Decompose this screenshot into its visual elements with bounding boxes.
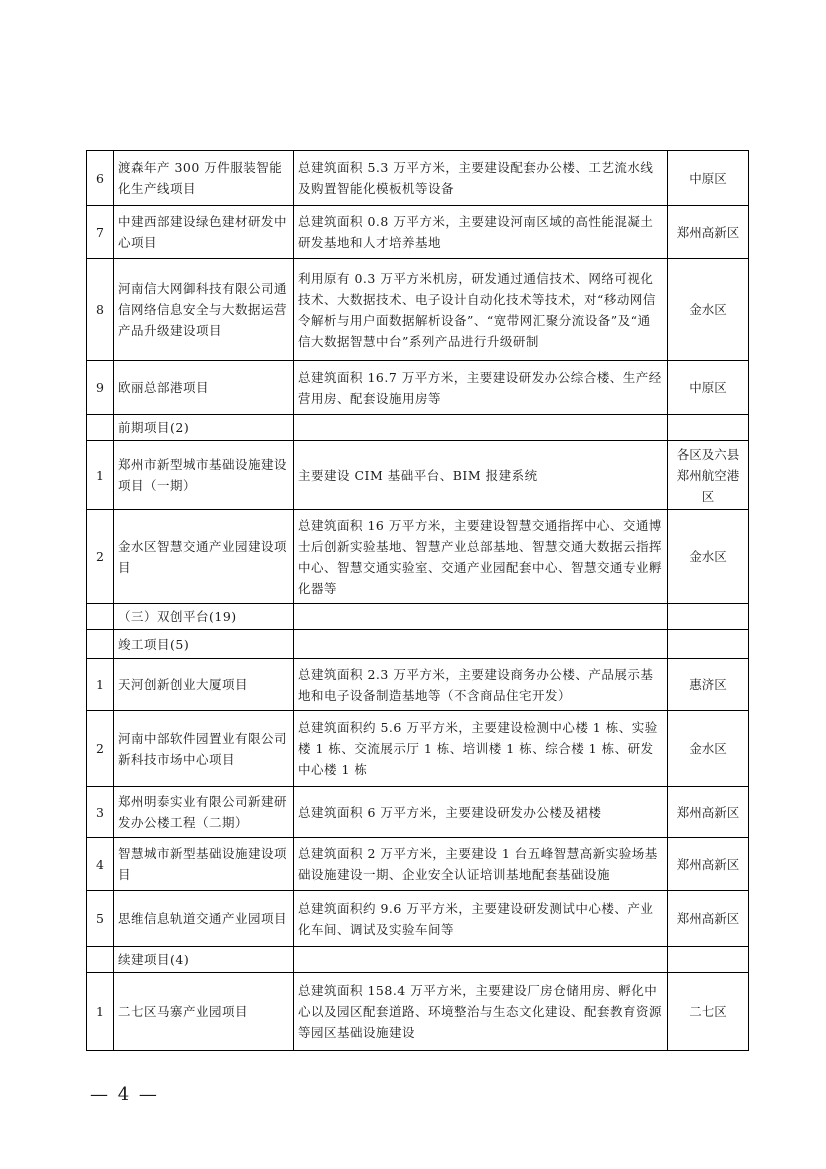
- empty-cell: [294, 415, 668, 441]
- project-description: 总建筑面积约 5.6 万平方米，主要建设检测中心楼 1 栋、实验楼 1 栋、交流展示厅 1 栋、培训楼 1 栋、综合楼 1 栋、研发中心楼 1 栋: [294, 711, 668, 787]
- project-district: 郑州高新区: [668, 891, 749, 947]
- empty-cell: [668, 415, 749, 441]
- row-number: 1: [87, 973, 114, 1051]
- project-description: 利用原有 0.3 万平方米机房，研发通过通信技术、网络可视化技术、大数据技术、电子设计自动化技术等技术，对“移动网信令解析与用户面数据解析设备”、“宽带网汇聚分流设备”及“通信大数据智慧中台”系列产品进行升级研制: [294, 259, 668, 361]
- project-description: 总建筑面积 158.4 万平方米，主要建设厂房仓储用房、孵化中心以及园区配套道路、环境整治与生态文化建设、配套教育资源等园区基础设施建设: [294, 973, 668, 1051]
- project-district: 金水区: [668, 510, 749, 604]
- table-row: [87, 787, 749, 838]
- project-name: 渡森年产 300 万件服装智能化生产线项目: [114, 151, 294, 206]
- page-number: — 4 —: [90, 1084, 159, 1105]
- project-description: 总建筑面积 6 万平方米，主要建设研发办公楼及裙楼: [294, 787, 668, 838]
- project-name: 智慧城市新型基础设施建设项目: [114, 838, 294, 891]
- section-label: 续建项目(4): [114, 947, 294, 973]
- section-row: [87, 947, 749, 973]
- row-number: 6: [87, 151, 114, 206]
- project-name: 中建西部建设绿色建材研发中心项目: [114, 206, 294, 259]
- section-row: [87, 415, 749, 441]
- empty-cell: [668, 630, 749, 659]
- project-district: 郑州高新区: [668, 838, 749, 891]
- project-name: 河南中部软件园置业有限公司新科技市场中心项目: [114, 711, 294, 787]
- project-name: 金水区智慧交通产业园建设项目: [114, 510, 294, 604]
- project-district: 二七区: [668, 973, 749, 1051]
- project-name: 河南信大网御科技有限公司通信网络信息安全与大数据运营产品升级建设项目: [114, 259, 294, 361]
- row-number: 4: [87, 838, 114, 891]
- empty-cell: [668, 604, 749, 630]
- project-name: 二七区马寨产业园项目: [114, 973, 294, 1051]
- row-number: 5: [87, 891, 114, 947]
- table-row: [87, 151, 749, 206]
- row-number: 2: [87, 711, 114, 787]
- project-description: 总建筑面积 0.8 万平方米，主要建设河南区域的高性能混凝土研发基地和人才培养基地: [294, 206, 668, 259]
- row-number: 1: [87, 659, 114, 711]
- section-row: [87, 630, 749, 659]
- project-district: 郑州高新区: [668, 787, 749, 838]
- project-description: 总建筑面积 16 万平方米，主要建设智慧交通指挥中心、交通博士后创新实验基地、智慧产业总部基地、智慧交通大数据云指挥中心、智慧交通实验室、交通产业园配套中心、智慧交通专业孵化器等: [294, 510, 668, 604]
- section-label: 竣工项目(5): [114, 630, 294, 659]
- section-number-cell: [87, 630, 114, 659]
- row-number: 1: [87, 441, 114, 510]
- section-number-cell: [87, 415, 114, 441]
- project-name: 欧丽总部港项目: [114, 361, 294, 415]
- project-description: 总建筑面积 16.7 万平方米，主要建设研发办公综合楼、生产经营用房、配套设施用房等: [294, 361, 668, 415]
- empty-cell: [294, 604, 668, 630]
- row-number: 3: [87, 787, 114, 838]
- project-table: [86, 150, 749, 1051]
- project-description: 主要建设 CIM 基础平台、BIM 报建系统: [294, 441, 668, 510]
- project-district: 金水区: [668, 259, 749, 361]
- table-row: [87, 510, 749, 604]
- table-row: [87, 206, 749, 259]
- table-row: [87, 441, 749, 510]
- project-name: 思维信息轨道交通产业园项目: [114, 891, 294, 947]
- row-number: 7: [87, 206, 114, 259]
- section-label: 前期项目(2): [114, 415, 294, 441]
- table-row: [87, 891, 749, 947]
- project-district: 各区及六县郑州航空港区: [668, 441, 749, 510]
- table-row: [87, 838, 749, 891]
- section-number-cell: [87, 604, 114, 630]
- empty-cell: [668, 947, 749, 973]
- table-row: [87, 259, 749, 361]
- empty-cell: [294, 630, 668, 659]
- project-description: 总建筑面积 2 万平方米，主要建设 1 台五峰智慧高新实验场基础设施建设一期、企业安全认证培训基地配套基础设施: [294, 838, 668, 891]
- row-number: 9: [87, 361, 114, 415]
- empty-cell: [294, 947, 668, 973]
- table-row: [87, 973, 749, 1051]
- project-description: 总建筑面积 2.3 万平方米，主要建设商务办公楼、产品展示基地和电子设备制造基地等（不含商品住宅开发）: [294, 659, 668, 711]
- project-name: 天河创新创业大厦项目: [114, 659, 294, 711]
- project-district: 中原区: [668, 151, 749, 206]
- section-row: [87, 604, 749, 630]
- row-number: 8: [87, 259, 114, 361]
- section-label: （三）双创平台(19): [114, 604, 294, 630]
- project-name: 郑州市新型城市基础设施建设项目（一期）: [114, 441, 294, 510]
- table-row: [87, 711, 749, 787]
- project-district: 金水区: [668, 711, 749, 787]
- row-number: 2: [87, 510, 114, 604]
- project-district: 惠济区: [668, 659, 749, 711]
- project-description: 总建筑面积 5.3 万平方米，主要建设配套办公楼、工艺流水线及购置智能化模板机等设备: [294, 151, 668, 206]
- project-district: 郑州高新区: [668, 206, 749, 259]
- section-number-cell: [87, 947, 114, 973]
- project-description: 总建筑面积约 9.6 万平方米，主要建设研发测试中心楼、产业化车间、调试及实验车间等: [294, 891, 668, 947]
- table-row: [87, 659, 749, 711]
- project-district: 中原区: [668, 361, 749, 415]
- project-name: 郑州明泰实业有限公司新建研发办公楼工程（二期）: [114, 787, 294, 838]
- table-row: [87, 361, 749, 415]
